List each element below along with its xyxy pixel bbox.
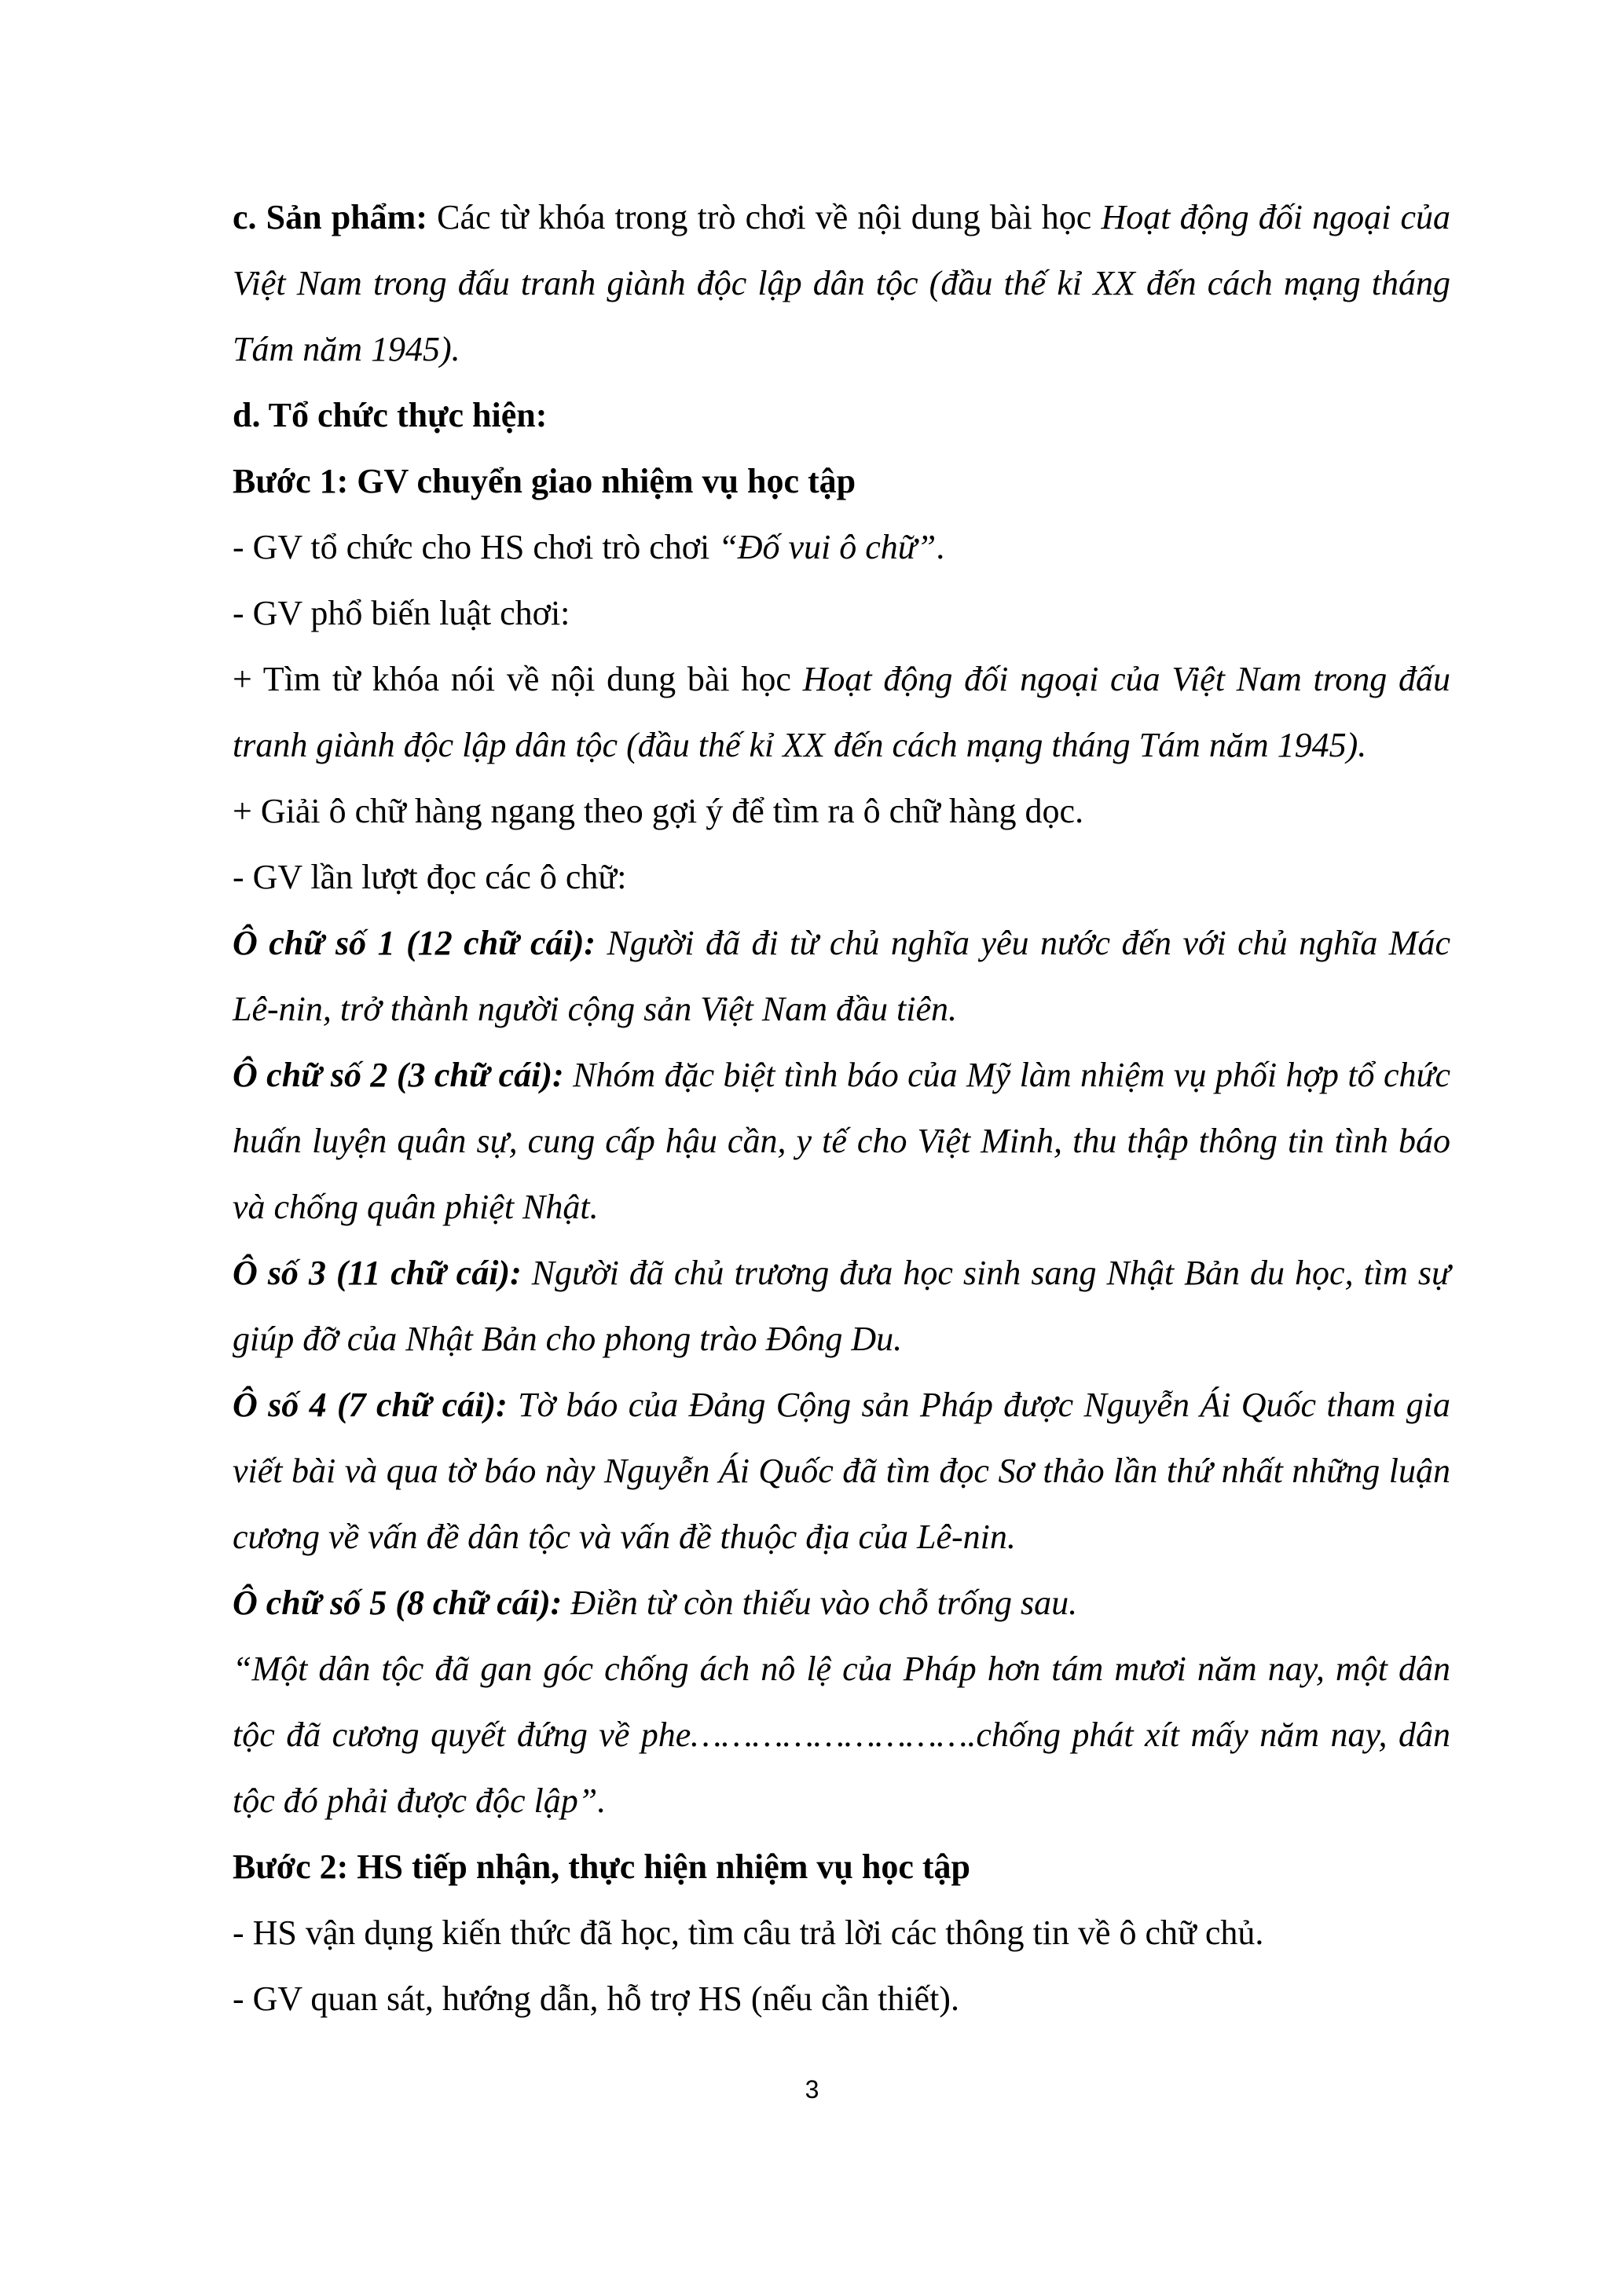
clue-5-text: Điền từ còn thiếu vào chỗ trống sau. bbox=[562, 1584, 1078, 1622]
clue-1-text: Người đã đi từ chủ nghĩa yêu nước đến với chủ nghĩa Mác Lê-nin, trở thành người cộng sản Việt Nam đầu tiên. bbox=[233, 924, 1450, 1028]
game-line bbox=[233, 514, 1450, 580]
clue-5-label: Ô chữ số 5 (8 chữ cái): bbox=[233, 1584, 563, 1622]
clue-2-text: Nhóm đặc biệt tình báo của Mỹ làm nhiệm vụ phối hợp tổ chức huấn luyện quân sự, cung cấp hậu cần, y tế cho Việt Minh, thu thập thông tin tình báo và chống quân phiệt Nhật. bbox=[233, 1056, 1450, 1226]
quote: “Một dân tộc đã gan góc chống ách nô lệ của Pháp hơn tám mươi năm nay, một dân tộc đã cương quyết đứng về phe……………………….chống phát xít mấy năm nay, dân tộc đó phải được độc lập”. bbox=[233, 1650, 1450, 1820]
clue-4-label: Ô số 4 (7 chữ cái): bbox=[233, 1386, 508, 1424]
product-lesson-title: Hoạt động đối ngoại của Việt Nam trong đấu tranh giành độc lập dân tộc (đầu thế kỉ XX đến cách mạng tháng Tám năm 1945). bbox=[233, 198, 1450, 368]
clue-1 bbox=[233, 910, 1450, 1042]
step1-heading: Bước 1: GV chuyển giao nhiệm vụ học tập bbox=[233, 462, 856, 500]
step2-line-1: - HS vận dụng kiến thức đã học, tìm câu trả lời các thông tin về ô chữ chủ. bbox=[233, 1913, 1264, 1952]
clue-2 bbox=[233, 1042, 1450, 1240]
page-number: 3 bbox=[805, 2075, 819, 2104]
rule-1 bbox=[233, 646, 1450, 778]
read-intro: - GV lần lượt đọc các ô chữ: bbox=[233, 858, 627, 896]
product-label: c. Sản phẩm: bbox=[233, 198, 427, 236]
product-text: Các từ khóa trong trò chơi về nội dung bài học bbox=[427, 198, 1102, 236]
game-suffix: . bbox=[936, 528, 945, 566]
rule-1-lesson-title: Hoạt động đối ngoại của Việt Nam trong đấu tranh giành độc lập dân tộc (đầu thế kỉ XX đến cách mạng tháng Tám năm 1945). bbox=[233, 660, 1450, 764]
game-prefix: - GV tổ chức cho HS chơi trò chơi bbox=[233, 528, 719, 566]
document-body bbox=[233, 185, 1450, 2032]
clue-4 bbox=[233, 1372, 1450, 1570]
clue-3-label: Ô số 3 (11 chữ cái): bbox=[233, 1254, 522, 1292]
rules-intro: - GV phổ biến luật chơi: bbox=[233, 594, 570, 632]
clue-2-label: Ô chữ số 2 (3 chữ cái): bbox=[233, 1056, 564, 1094]
clue-1-label: Ô chữ số 1 (12 chữ cái): bbox=[233, 924, 596, 962]
clue-3 bbox=[233, 1240, 1450, 1372]
clue-5 bbox=[233, 1570, 1450, 1636]
organize-heading: d. Tổ chức thực hiện: bbox=[233, 396, 548, 434]
product-paragraph bbox=[233, 185, 1450, 383]
rule-1-prefix: + Tìm từ khóa nói về nội dung bài học bbox=[233, 660, 803, 698]
step2-line-2: - GV quan sát, hướng dẫn, hỗ trợ HS (nếu cần thiết). bbox=[233, 1979, 959, 2018]
rule-2: + Giải ô chữ hàng ngang theo gợi ý để tìm ra ô chữ hàng dọc. bbox=[233, 792, 1084, 830]
clue-4-text: Tờ báo của Đảng Cộng sản Pháp được Nguyễn Ái Quốc tham gia viết bài và qua tờ báo này Nguyễn Ái Quốc đã tìm đọc Sơ thảo lần thứ nhất những luận cương về vấn đề dân tộc và vấn đề thuộc địa của Lê-nin. bbox=[233, 1386, 1450, 1556]
game-name: “Đố vui ô chữ” bbox=[718, 528, 937, 566]
clue-3-text: Người đã chủ trương đưa học sinh sang Nhật Bản du học, tìm sự giúp đỡ của Nhật Bản cho phong trào Đông Du. bbox=[233, 1254, 1450, 1358]
step2-heading: Bước 2: HS tiếp nhận, thực hiện nhiệm vụ học tập bbox=[233, 1847, 970, 1886]
